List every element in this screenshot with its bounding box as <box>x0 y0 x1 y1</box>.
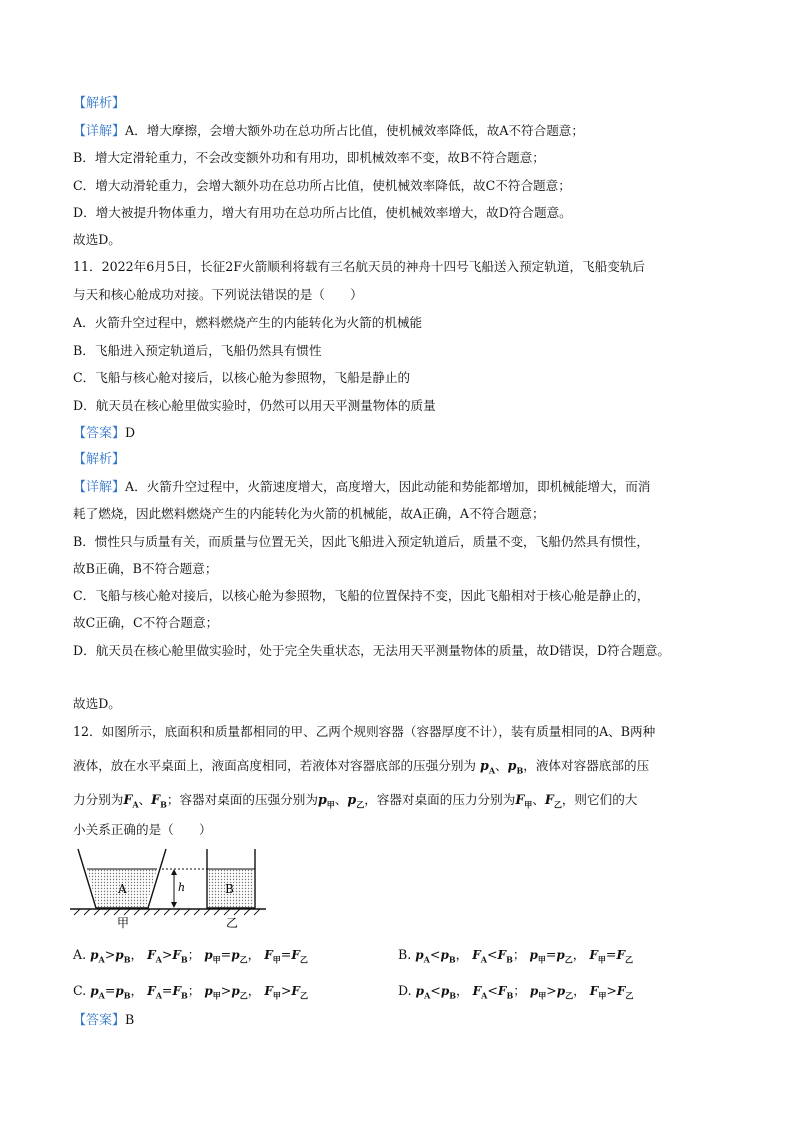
q11-detail-b-line1: B．惯性只与质量有关，而质量与位置无关，因此飞船进入预定轨道后，质量不变，飞船仍然具有惯性， <box>73 534 649 549</box>
q10-detail-a-text: A．增大摩擦，会增大额外功在总功所占比值，使机械效率降低，故A不符合题意； <box>125 123 584 138</box>
q11-option-c: C．飞船与核心舱对接后，以核心舱为参照物，飞船是静止的 <box>73 370 411 385</box>
q11-option-b: B．飞船进入预定轨道后，飞船仍然具有惯性 <box>73 343 322 358</box>
symbol-p-a: $p_A$ <box>480 758 496 776</box>
q11-answer <box>73 423 135 444</box>
q11-option-a: A．火箭升空过程中，燃料燃烧产生的内能转化为火箭的机械能 <box>73 315 423 330</box>
q11-stem-line1: 11．2022年6月5日，长征2F火箭顺利将载有三名航天员的神舟十四号飞船送入预定轨道，飞船变轨后 <box>73 259 646 274</box>
symbol-p-jia: $p_甲$ <box>317 792 335 810</box>
liquid-a-label: A <box>118 882 127 896</box>
symbol-f-yi: $F_乙$ <box>544 792 562 810</box>
symbol-f-jia: $F_甲$ <box>515 792 533 810</box>
q12-answer-value: B <box>125 1012 135 1027</box>
q10-detail-c: C．增大动滑轮重力，会增大额外功在总功所占比值，使机械效率降低，故C不符合题意； <box>73 178 571 193</box>
containers-figure <box>70 845 270 930</box>
label-jia: 甲 <box>117 916 130 930</box>
answer-tag: 【答案】 <box>73 1013 126 1028</box>
q12-option-d: D. $p_A<p_B$， $F_A<F_B$； $p_甲>p_乙$， $F_甲>F_乙$ <box>398 983 634 1001</box>
q11-answer-value: D <box>125 425 136 440</box>
q12-option-c: C. $p_A=p_B$， $F_A=F_B$； $p_甲>p_乙$， $F_甲>F_乙$ <box>73 983 308 1001</box>
q10-detail-d: D．增大被提升物体重力，增大有用功在总功所占比值，使机械效率增大，故D符合题意。 <box>73 205 572 220</box>
detail-tag: 【详解】 <box>73 480 126 495</box>
analysis-tag: 【解析】 <box>73 96 126 111</box>
symbol-f-a: $F_A$ <box>123 792 139 810</box>
q12-option-b: B. $p_A<p_B$， $F_A<F_B$； $p_甲=p_乙$， $F_甲=F_乙$ <box>398 947 634 965</box>
q11-detail-d: D．航天员在核心舱里做实验时，处于完全失重状态，无法用天平测量物体的质量，故D错误，D符合题意。 <box>73 643 671 658</box>
q12-answer <box>73 1010 134 1031</box>
q11-stem-line2: 与天和核心舱成功对接。下列说法错误的是（ ） <box>73 287 363 302</box>
q11-detail-c-line1: C．飞船与核心舱对接后，以核心舱为参照物，飞船的位置保持不变，因此飞船相对于核心舱是静止的， <box>73 588 650 603</box>
symbol-p-b: $p_B$ <box>507 758 524 776</box>
q12-stem-line2: 液体，放在水平桌面上，液面高度相同，若液体对容器底部的压强分别为 $p_A$、$p_B$，液体对容器底部的压 <box>73 758 650 776</box>
height-label: h <box>178 881 186 894</box>
q11-detail-a1-text: A．火箭升空过程中，火箭速度增大，高度增大，因此动能和势能都增加，即机械能增大，而消 <box>125 479 651 494</box>
q11-conclusion: 故选D。 <box>73 696 121 711</box>
q11-detail-c-line2: 故C正确，C不符合题意； <box>73 615 219 630</box>
q11-option-d: D．航天员在核心舱里做实验时，仍然可以用天平测量物体的质量 <box>73 398 436 413</box>
ground-hatching <box>74 909 260 915</box>
analysis-tag: 【解析】 <box>73 452 126 467</box>
detail-tag: 【详解】 <box>73 124 126 139</box>
q10-detail-b: B．增大定滑轮重力，不会改变额外功和有用功，即机械效率不变，故B不符合题意； <box>73 150 545 165</box>
q12-stem-line1: 12．如图所示，底面积和质量都相同的甲、乙两个规则容器（容器厚度不计），装有质量相同的A、B两种 <box>73 724 656 739</box>
q11-detail-a-line2: 耗了燃烧，因此燃料燃烧产生的内能转化为火箭的机械能，故A正确，A不符合题意； <box>73 506 545 521</box>
answer-tag: 【答案】 <box>73 426 126 441</box>
symbol-p-yi: $p_乙$ <box>347 792 365 810</box>
q12-option-a: A. $p_A>p_B$， $F_A>F_B$； $p_甲=p_乙$， $F_甲=F_乙$ <box>73 947 308 965</box>
q12-stem2-post: ，液体对容器底部的压 <box>523 758 650 773</box>
q10-conclusion: 故选D。 <box>73 232 121 247</box>
q11-detail-b-line2: 故B正确，B不符合题意； <box>73 561 218 576</box>
liquid-b-label: B <box>225 882 234 896</box>
q10-detail-a <box>73 121 584 142</box>
q12-stem2-pre: 液体，放在水平桌面上，液面高度相同，若液体对容器底部的压强分别为 <box>73 758 476 773</box>
q12-stem-line3: 力分别为$F_A$、$F_B$；容器对桌面的压强分别为$p_甲$、$p_乙$，容器对桌面的压力分别为$F_甲$、$F_乙$，则它们的大 <box>73 792 638 810</box>
q11-detail-a-line1 <box>73 477 650 498</box>
q12-stem-line4: 小关系正确的是（ ） <box>73 822 212 837</box>
label-yi: 乙 <box>226 916 239 930</box>
symbol-f-b: $F_B$ <box>151 792 167 810</box>
